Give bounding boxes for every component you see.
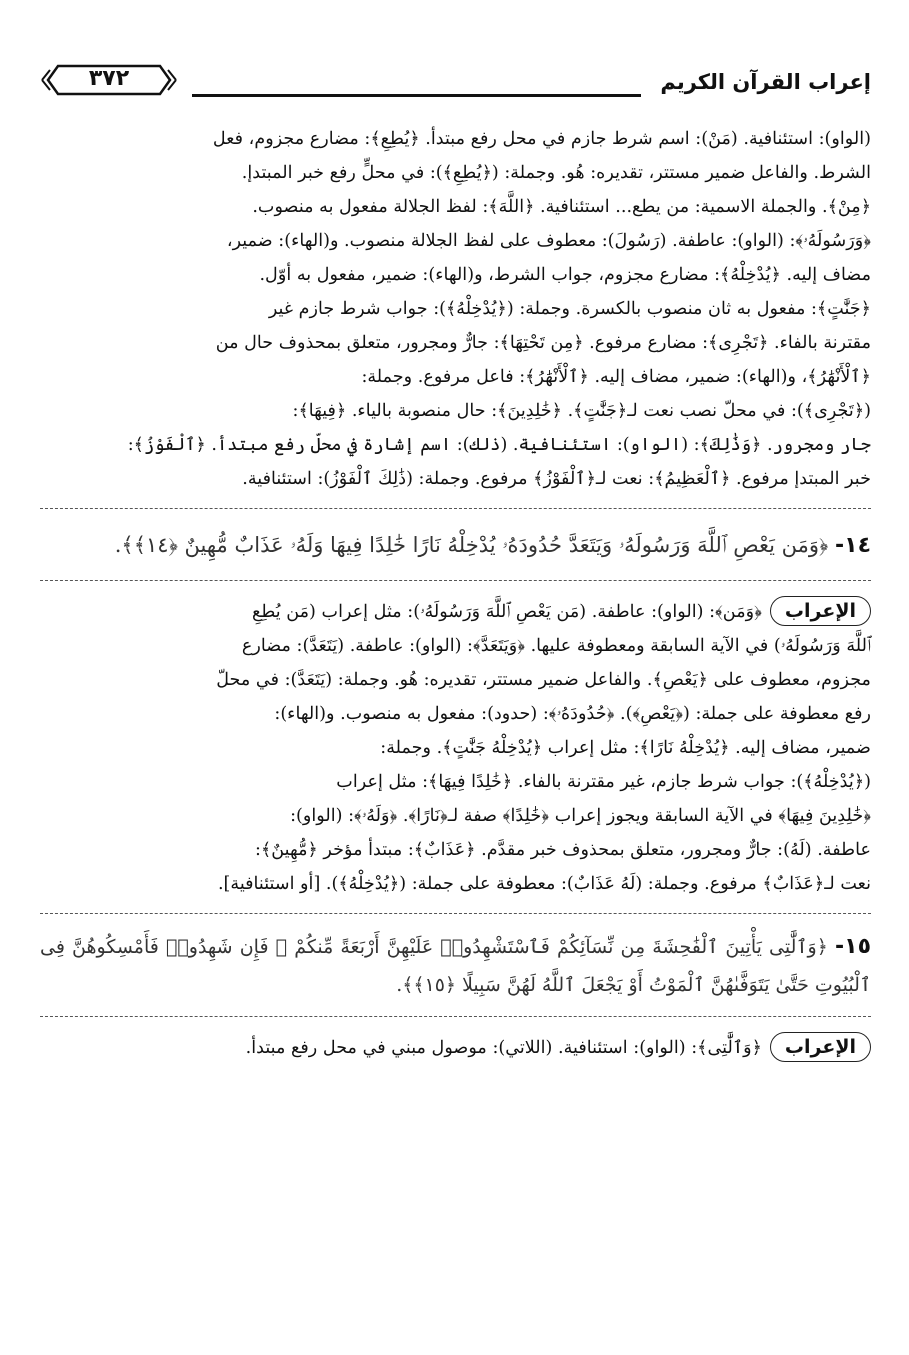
text-line: ﴿ٱلْأَنْهَٰرُ﴾، و(الهاء): ضمير، مضاف إليه. ﴿ٱلْأَنْهَٰرُ﴾: فاعل مرفوع. وجملة: — [361, 367, 871, 387]
section-divider — [40, 508, 871, 509]
irab-label: الإعراب — [770, 596, 871, 626]
verse-14 — [40, 523, 871, 568]
text-line: ضمير، مضاف إليه. ﴿يُدْخِلْهُ نَارًا﴾: مثل إعراب ﴿يُدْخِلْهُ جَنَّٰتٍ﴾. وجملة: — [380, 738, 871, 758]
book-title: إعراب القرآن الكريم — [660, 70, 871, 94]
text-line-content: ﴿وَمَن﴾: (الواو): عاطفة. (مَن يَعْصِ ٱللَّهَ وَرَسُولَهُۥ): مثل إعراب (مَن يُطِعِ — [251, 602, 762, 622]
text-line: ٱللَّهَ وَرَسُولَهُۥ) في الآية السابقة ومعطوفة عليها. ﴿وَيَتَعَدَّ﴾: (الواو): عاطفة. (يَتَعَدَّ): مضارع — [241, 636, 871, 656]
section-divider — [40, 580, 871, 581]
text-line — [40, 1031, 871, 1065]
text-line: نعت لـ﴿عَذَابٌ﴾ مرفوع. وجملة: (لَهُ عَذَابٌ): معطوفة على جملة: (﴿يُدْخِلْهُ﴾). [أو استئنافية]. — [217, 874, 871, 894]
text-line: (﴿يُدْخِلْهُ﴾): جواب شرط جازم، غير مقترنة بالفاء. ﴿خَٰلِدًا فِيهَا﴾: مثل إعراب — [336, 772, 871, 792]
text-line: رفع معطوفة على جملة: (﴿يَعْصِ﴾). ﴿حُدُودَهُۥ﴾: (حدود): مفعول به منصوب. و(الهاء): — [274, 704, 871, 724]
explanation-block-14 — [40, 595, 871, 901]
header-rule — [192, 94, 641, 97]
text-line: عاطفة. (لَهُ): جارٌّ ومجرور، متعلق بمحذوف خبر مقدَّم. ﴿عَذَابٌ﴾: مبتدأ مؤخر ﴿مُّهِينٌ﴾: — [255, 840, 871, 860]
page-number-badge — [40, 62, 178, 98]
text-line: مقترنة بالفاء. ﴿تَجْرِى﴾: مضارع مرفوع. ﴿مِن تَحْتِهَا﴾: جارٌّ ومجرور، متعلق بمحذوف حال من — [215, 333, 871, 353]
verse-15 — [40, 928, 871, 1004]
section-divider — [40, 1016, 871, 1017]
verse-number: ١٤- — [835, 533, 871, 558]
page — [40, 58, 871, 1335]
text-line: (الواو): استئنافية. (مَنْ): اسم شرط جازم في محل رفع مبتدأ. ﴿يُطِعِ﴾: مضارع مجزوم، فعل — [212, 129, 871, 149]
text-line: ﴿وَرَسُولَهُۥ﴾: (الواو): عاطفة. (رَسُولَ): معطوف على لفظ الجلالة منصوب. و(الهاء): ضمير، — [226, 231, 871, 251]
text-line: الشرط. والفاعل ضمير مستتر، تقديره: هُو. وجملة: (﴿يُطِعِ﴾): في محلٍّ رفع خبر المبتدإ. — [241, 163, 871, 183]
text-line-content: ﴿وَٱلَّٰتِى﴾: (الواو): استئنافية. (اللاتي): موصول مبني في محل رفع مبتدأ. — [245, 1038, 762, 1058]
explanation-block-13 — [40, 122, 871, 496]
page-number: ٣٧٢ — [88, 66, 130, 91]
text-line: ﴿مِنْ﴾. والجملة الاسمية: من يطع... استئنافية. ﴿اللَّهَ﴾: لفظ الجلالة مفعول به منصوب. — [252, 197, 871, 217]
irab-label: الإعراب — [770, 1032, 871, 1062]
verse-text: ﴿وَمَن يَعْصِ ٱللَّهَ وَرَسُولَهُۥ وَيَتَعَدَّ حُدُودَهُۥ يُدْخِلْهُ نَارًا خَٰلِدًا فِيهَا وَلَهُۥ عَذَابٌ مُّهِينٌ ﴿١٤﴾﴾. — [114, 533, 829, 557]
text-line: ﴿خَٰلِدِينَ فِيهَا﴾ في الآية السابقة ويجوز إعراب ﴿خَٰلِدًا﴾ صفة لـ﴿نَارًا﴾. ﴿وَلَهُۥ﴾: (الواو): — [290, 806, 871, 826]
text-line: خبر المبتدإ مرفوع. ﴿ٱلْعَظِيمُ﴾: نعت لـ﴿ٱلْفَوْزُ﴾ مرفوع. وجملة: (ذَٰلِكَ ٱلْفَوْزُ): استئنافية. — [242, 469, 871, 489]
text-line: جار ومجرور. ﴿وَذَٰلِكَ﴾: (الواو): استئنافية. (ذلك): اسم إشارة في محلّ رفع مبتدأ. ﴿ٱلْفَوْزُ﴾: — [127, 435, 871, 455]
text-line: (﴿تَجْرِى﴾): في محلّ نصب نعت لـ﴿جَنَّٰتٍ﴾. ﴿خَٰلِدِينَ﴾: حال منصوبة بالياء. ﴿فِيهَا﴾: — [292, 401, 871, 421]
page-header — [40, 58, 871, 114]
text-line: مجزوم، معطوف على ﴿يَعْصِ﴾. والفاعل ضمير مستتر، تقديره: هُو. وجملة: (يَتَعَدَّ): في محلّ — [216, 670, 871, 690]
text-line: مضاف إليه. ﴿يُدْخِلْهُ﴾: مضارع مجزوم، جواب الشرط، و(الهاء): ضمير، مفعول به أوّل. — [259, 265, 871, 285]
verse-text: ﴿وَٱلَّٰتِى يَأْتِينَ ٱلْفَٰحِشَةَ مِن نِّسَآئِكُمْ فَٱسْتَشْهِدُوا۟ عَلَيْهِنَّ أَرْبَعَةً مِّنكُمْ ۖ فَإِن شَهِدُوا۟ فَأَمْسِكُوهُنَّ فِى ٱلْبُيُوتِ حَتَّىٰ يَتَوَفَّىٰهُنَّ ٱلْمَوْتُ أَوْ يَجْعَلَ ٱللَّهُ لَهُنَّ سَبِيلًا ﴿١٥﴾﴾. — [40, 936, 871, 996]
section-divider — [40, 913, 871, 914]
text-line: ﴿جَنَّٰتٍ﴾: مفعول به ثان منصوب بالكسرة. وجملة: (﴿يُدْخِلْهُ﴾): جواب شرط جازم غير — [268, 299, 871, 319]
verse-number: ١٥- — [835, 934, 871, 959]
text-line — [40, 595, 871, 629]
